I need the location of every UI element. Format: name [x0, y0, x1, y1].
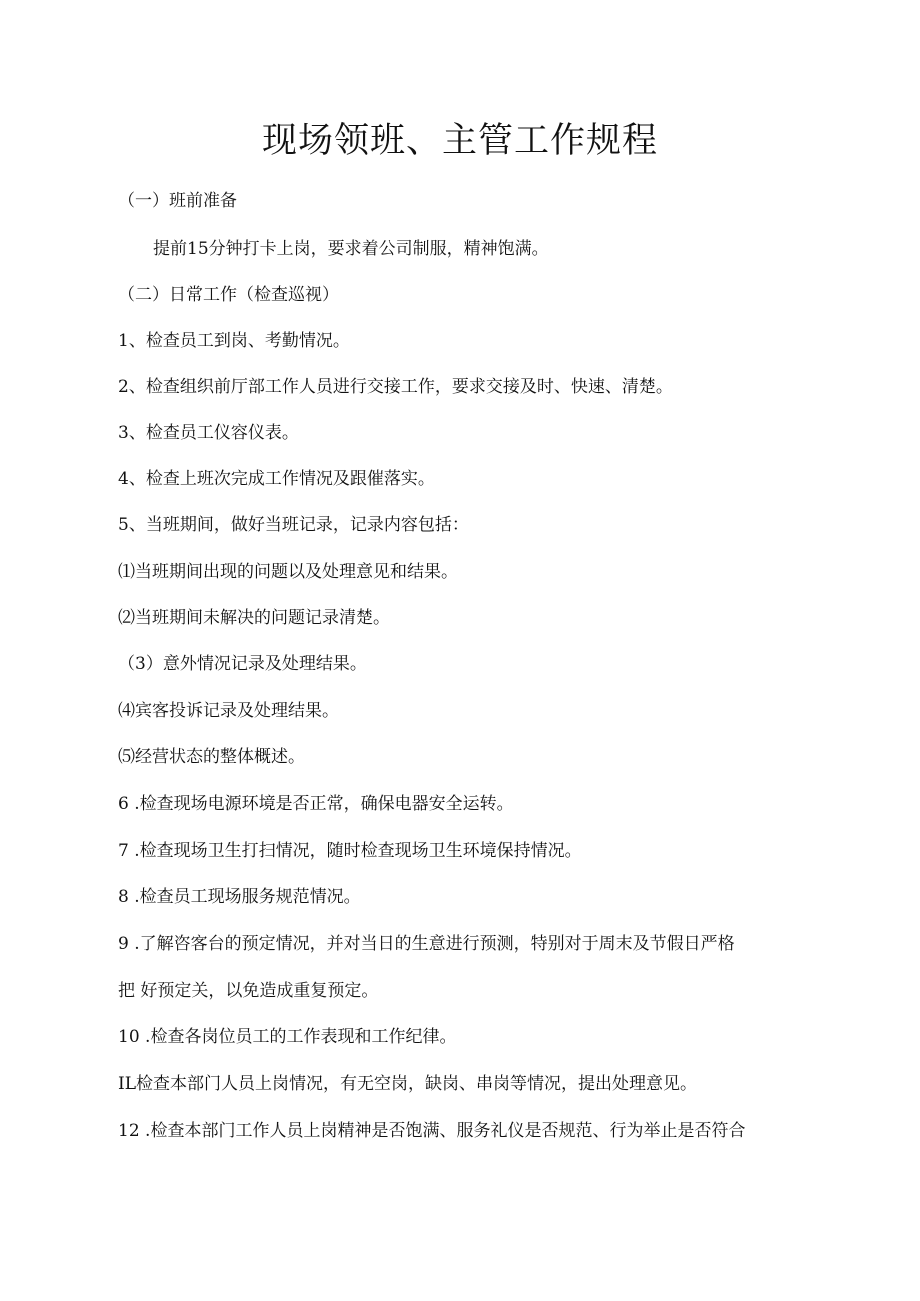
list-item-continuation: 把 好预定关，以免造成重复预定。	[118, 981, 379, 1001]
section-heading-daily-work: （二）日常工作（检查巡视）	[118, 285, 339, 305]
list-item: 1、检查员工到岗、考勤情况。	[118, 331, 350, 351]
list-item: 6 .检查现场电源环境是否正常，确保电器安全运转。	[118, 794, 514, 814]
list-item: 7 .检查现场卫生打扫情况，随时检查现场卫生环境保持情况。	[118, 841, 582, 861]
paragraph-line: 提前15分钟打卡上岗，要求着公司制服，精神饱满。	[153, 239, 549, 259]
list-item: 12 .检查本部门工作人员上岗精神是否饱满、服务礼仪是否规范、行为举止是否符合	[118, 1121, 746, 1141]
sub-list-item: ⑸经营状态的整体概述。	[118, 747, 305, 767]
list-item: IL检查本部门人员上岗情况，有无空岗，缺岗、串岗等情况，提出处理意见。	[118, 1074, 698, 1094]
document-title: 现场领班、主管工作规程	[261, 121, 658, 161]
list-item: 2、检查组织前厅部工作人员进行交接工作，要求交接及时、快速、清楚。	[118, 377, 673, 397]
list-item: 10 .检查各岗位员工的工作表现和工作纪律。	[118, 1027, 457, 1047]
sub-list-item: （3）意外情况记录及处理结果。	[118, 654, 367, 674]
sub-list-item: ⑴当班期间出现的问题以及处理意见和结果。	[118, 562, 458, 582]
list-item: 4、检查上班次完成工作情况及跟催落实。	[118, 469, 435, 489]
section-heading-pre-shift: （一）班前准备	[118, 191, 237, 211]
list-item: 9 .了解咨客台的预定情况，并对当日的生意进行预测，特别对于周末及节假日严格	[118, 934, 735, 954]
list-item: 5、当班期间，做好当班记录，记录内容包括：	[118, 515, 469, 535]
sub-list-item: ⑵当班期间未解决的问题记录清楚。	[118, 608, 390, 628]
list-item: 8 .检查员工现场服务规范情况。	[118, 887, 361, 907]
sub-list-item: ⑷宾客投诉记录及处理结果。	[118, 701, 339, 721]
list-item: 3、检查员工仪容仪表。	[118, 423, 299, 443]
